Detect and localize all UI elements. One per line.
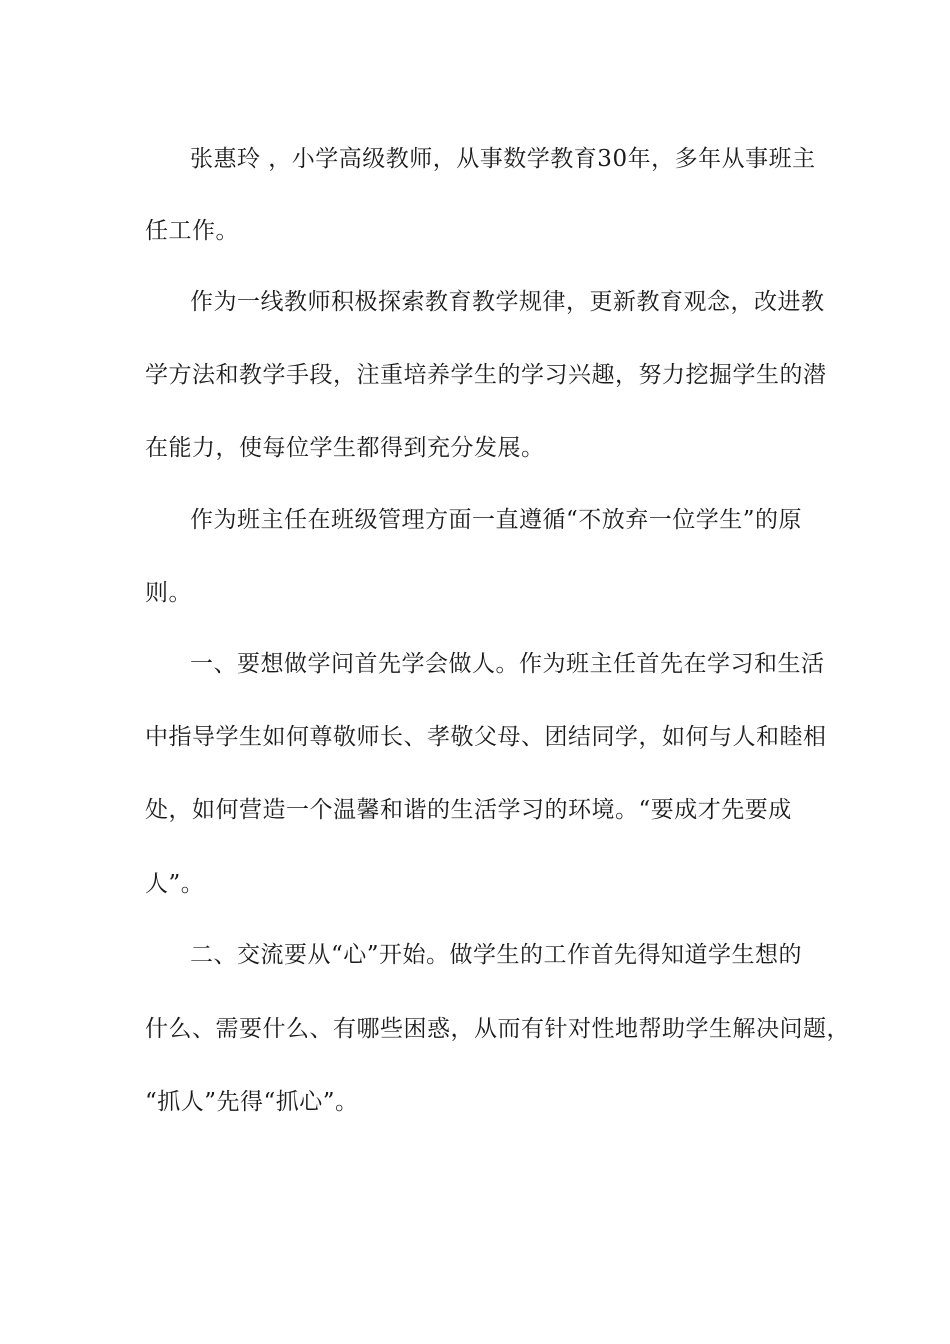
paragraph-2-line-1: 作为一线教师积极探索教育教学规律，更新教育观念，改进教 — [190, 289, 825, 315]
paragraph-3-line-2: 则。 — [145, 580, 192, 606]
paragraph-4-line-3: 处，如何营造一个温馨和谐的生活学习的环境。“要成才先要成 — [145, 797, 792, 823]
paragraph-4-line-4: 人”。 — [145, 871, 205, 897]
paragraph-1-line-2: 任工作。 — [145, 218, 239, 244]
paragraph-4-line-1: 一、要想做学问首先学会做人。作为班主任首先在学习和生活 — [190, 651, 825, 677]
paragraph-2-line-2: 学方法和教学手段，注重培养学生的学习兴趣，努力挖掘学生的潜 — [145, 362, 827, 388]
paragraph-2-line-3: 在能力，使每位学生都得到充分发展。 — [145, 435, 545, 461]
paragraph-5-line-1: 二、交流要从“心”开始。做学生的工作首先得知道学生想的 — [190, 942, 803, 968]
paragraph-5-line-3: “抓人”先得“抓心”。 — [145, 1089, 359, 1115]
paragraph-5-line-2: 什么、需要什么、有哪些困惑，从而有针对性地帮助学生解决问题， — [145, 1016, 850, 1042]
paragraph-3-line-1: 作为班主任在班级管理方面一直遵循“不放弃一位学生”的原 — [190, 507, 803, 533]
paragraph-4-line-2: 中指导学生如何尊敬师长、孝敬父母、团结同学，如何与人和睦相 — [145, 724, 827, 750]
paragraph-1-line-1: 张惠玲 ，小学高级教师，从事数学教育30年，多年从事班主 — [190, 146, 816, 172]
